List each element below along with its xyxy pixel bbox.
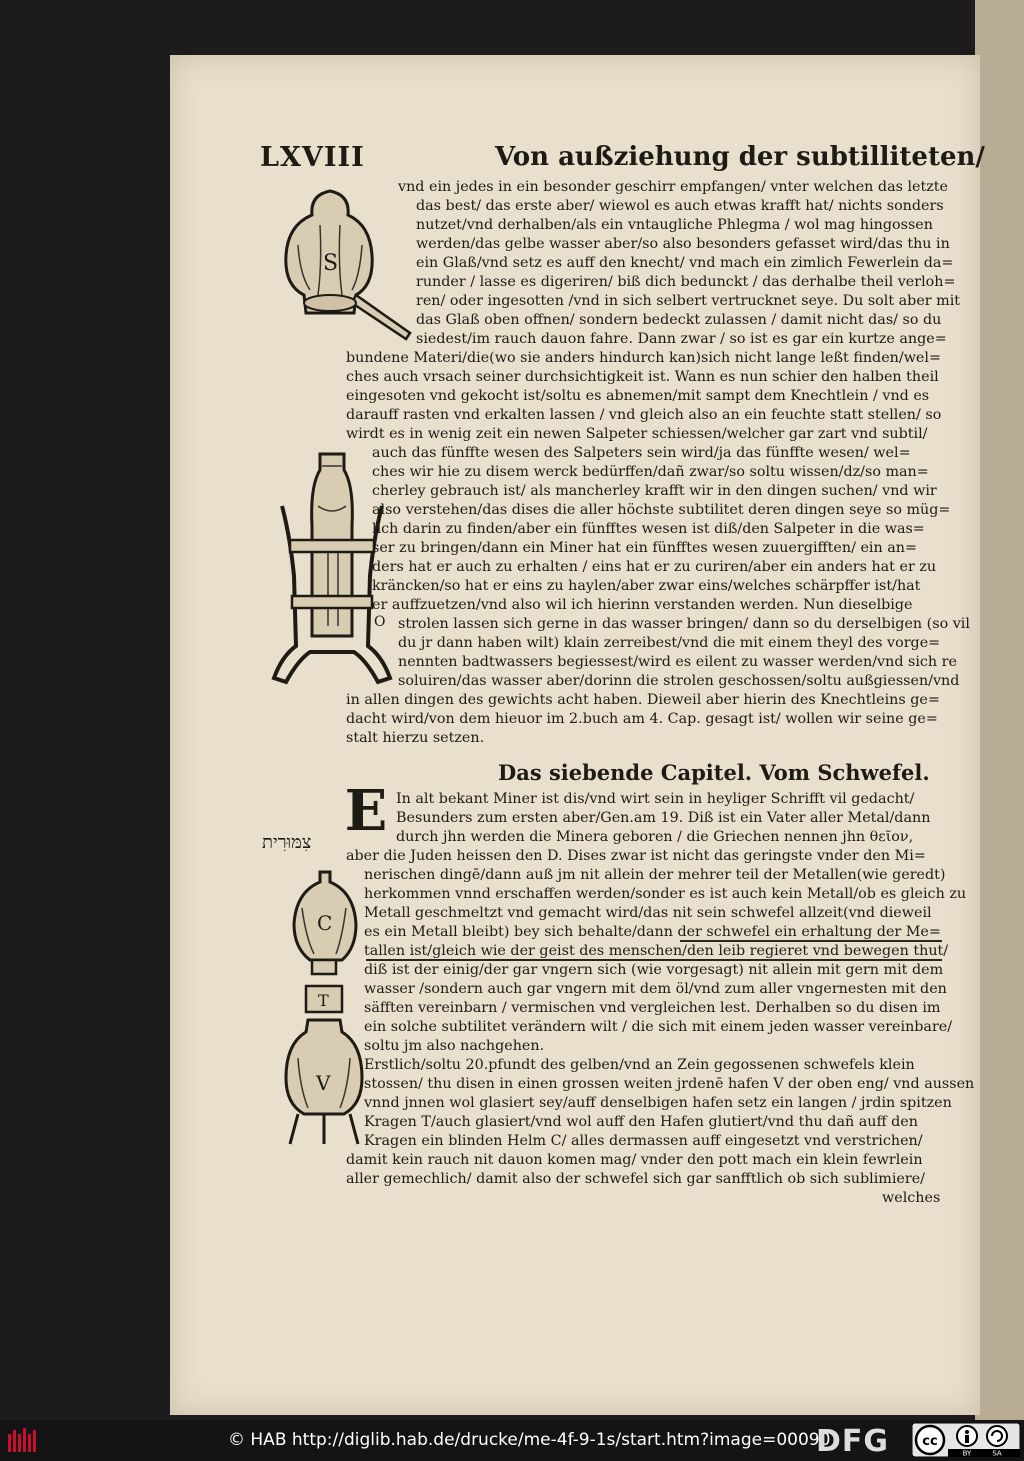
hab-logo-icon [6, 1426, 40, 1456]
text-line: aber die Juden heissen den D. Dises zwar ist nicht das geringste vnder den Mi= [346, 848, 926, 864]
text-line: darauff rasten vnd erkalten lassen / vnd gleich also an ein feuchte statt stellen/ so [346, 407, 942, 423]
text-line: strolen lassen sich gerne in das wasser bringen/ dann so du derselbigen (so vil [398, 616, 970, 632]
text-line: stalt hierzu setzen. [346, 730, 485, 746]
text-line: ren/ oder ingesotten /vnd in sich selbert vertrucknet seye. Du solt aber mit [416, 293, 961, 309]
text-line: tallen ist/gleich wie der geist des menschen/den leib regieret vnd bewegen thut/ [364, 943, 949, 959]
text-line: vnd ein jedes in ein besonder geschirr empfangen/ vnter welchen das letzte [398, 179, 948, 195]
text-line: lich darin zu finden/aber ein fünfftes wesen ist diß/den Salpeter in die was= [372, 521, 925, 537]
vessel-label: V [316, 1071, 331, 1095]
cc-label: cc [922, 1434, 938, 1449]
handwritten-underline [680, 940, 942, 942]
text-line: er auffzuetzen/vnd also wil ich hierinn verstanden werden. Nun dieselbige [372, 597, 913, 613]
alembic-label: S [323, 251, 339, 276]
text-line: cherley gebrauch ist/ als mancherley krafft wir in den dingen suchen/ vnd wir [372, 483, 937, 499]
text-line: wirdt es in wenig zeit ein newen Salpeter schiessen/welcher gar zart vnd subtil/ [346, 426, 928, 442]
chapter-heading: Das siebende Capitel. Vom Schwefel. [498, 760, 930, 785]
text-line: aller gemechlich/ damit also der schwefel sich gar sanfftlich ob sich sublimiere/ [346, 1171, 925, 1187]
cc-by-sa-license-icon[interactable] [912, 1423, 1020, 1457]
handwritten-underline [366, 959, 942, 961]
text-line: säfften vereinbarn / vermischen vnd vergleichen lest. Derhalben so du disen im [364, 1000, 941, 1016]
scan-edge-band [975, 0, 1024, 1420]
text-line: Kragen ein blinden Helm C/ alles dermassen auff eingesetzt vnd verstrichen/ [364, 1133, 923, 1149]
text-line: auch das fünffte wesen des Salpeters sein wird/ja das fünffte wesen/ wel= [372, 445, 911, 461]
hebrew-marginal-note: צִמּוּרִית [262, 832, 312, 853]
text-line: kräncken/so hat er eins zu haylen/aber zwar eins/welches schärpffer ist/hat [372, 578, 921, 594]
text-line: eingesoten vnd gekocht ist/soltu es abnemen/mit sampt dem Knechtlein / vnd es [346, 388, 930, 404]
text-line: ein solche subtilitet verändern wilt / die sich mit einem jeden wasser vereinbare/ [364, 1019, 953, 1035]
running-head: Von außziehung der subtilliteten/ [495, 142, 985, 172]
text-line: das best/ das erste aber/ wiewol es auch etwas krafft hat/ nichts sonders [416, 198, 944, 214]
text-line: Metall geschmeltzt vnd gemacht wird/das nit sein schwefel allzeit(vnd dieweil [364, 905, 932, 921]
text-line: wasser /sondern auch gar vngern mit dem öl/vnd zum aller vngernesten mit den [364, 981, 947, 997]
text-line: stossen/ thu disen in einen grossen weiten jrdenē hafen V der oben eng/ vnd aussen [364, 1076, 975, 1092]
dfg-logo: DFG [816, 1424, 890, 1459]
decorated-initial: E [344, 778, 388, 844]
text-line: Kragen T/auch glasiert/vnd wol auff den Hafen glutiert/vnd thu dañ auff den [364, 1114, 918, 1130]
text-line: nutzet/vnd derhalben/als ein vntaugliche Phlegma / wol mag hingossen [416, 217, 933, 233]
text-line: ches wir hie zu disem werck bedürffen/dañ zwar/so soltu wissen/dz/so man= [372, 464, 929, 480]
text-line: siedest/im rauch dauon fahre. Dann zwar / so ist es gar ein kurtze ange= [416, 331, 947, 347]
collar-label: T [318, 991, 329, 1010]
text-line: runder / lasse es digeriren/ biß dich bedunckt / das derhalbe theil verloh= [416, 274, 956, 290]
text-line: ser zu bringen/dann ein Miner hat ein fünfftes wesen zuuergifften/ ein an= [372, 540, 917, 556]
text-line: soluiren/das wasser aber/dorinn die strolen geschossen/soltu außgiessen/vnd [398, 673, 960, 689]
text-line: nerischen dingē/dann auß jm nit allein der mehrer teil der Metallen(wie geredt) [364, 867, 946, 883]
text-line: Besunders zum ersten aber/Gen.am 19. Diß ist ein Vater aller Metal/dann [396, 810, 931, 826]
text-line: bundene Materi/die(wo sie anders hindurch kan)sich nicht lange leßt finden/wel= [346, 350, 941, 366]
copyright-link[interactable]: © HAB http://diglib.hab.de/drucke/me-4f-9-1s/start.htm?image=00090 [228, 1430, 831, 1450]
sa-label: SA [992, 1449, 1002, 1457]
text-line: herkommen vnnd erschaffen werden/sonder es ist auch kein Metall/ob es gleich zu [364, 886, 967, 902]
text-line: ders hat er auch zu erhalten / eins hat er zu curiren/aber ein anders hat er zu [372, 559, 937, 575]
folio-number: LXVIII [260, 142, 365, 173]
text-line: also verstehen/das dises die aller höchste subtilitet deren dingen seye so müg= [372, 502, 951, 518]
text-line: ches auch vrsach seiner durchsichtigkeit ist. Wann es nun schier den halben theil [346, 369, 939, 385]
text-line: dacht wird/von dem hieuor im 2.buch am 4. Cap. gesagt ist/ wollen wir seine ge= [346, 711, 938, 727]
helm-label: C [317, 911, 333, 935]
text-line: du jr dann haben wilt) klain zerreibest/vnd die mit einem theyl des vorge= [398, 635, 941, 651]
sublimation-apparatus-woodcut [284, 868, 364, 1148]
by-label: BY [962, 1449, 972, 1457]
text-line: durch jhn werden die Minera geboren / die Griechen nennen jhn θεῖον, [396, 829, 914, 845]
text-line: das Glaß oben offnen/ sondern bedeckt zulassen / damit nicht das/ so du [416, 312, 942, 328]
text-line: es ein Metall bleibt) bey sich behalte/dann der schwefel ein erhaltung der Me= [364, 924, 941, 940]
text-line: damit kein rauch nit dauon komen mag/ vnder den pott mach ein klein fewrlein [346, 1152, 923, 1168]
text-line: diß ist der einig/der gar vngern sich (wie vorgesagt) nit allein mit gern mit dem [364, 962, 944, 978]
text-line: in allen dingen des gewichts acht haben. Dieweil aber hierin des Knechtleins ge= [346, 692, 940, 708]
text-line: In alt bekant Miner ist dis/vnd wirt sein in heyliger Schrifft vil gedacht/ [396, 791, 915, 807]
text-line: Erstlich/soltu 20.pfundt des gelben/vnd an Zein gegossenen schwefels klein [364, 1057, 915, 1073]
text-line: werden/das gelbe wasser aber/so also besonders gefasset wird/das thu in [416, 236, 950, 252]
text-line: welches [882, 1190, 941, 1206]
alembic-woodcut [270, 185, 420, 345]
text-line: soltu jm also nachgehen. [364, 1038, 545, 1054]
text-line: nennten badtwassers begiessest/wird es eilent zu wasser werden/vnd sich re [398, 654, 957, 670]
text-line: ein Glaß/vnd setz es auff den knecht/ vnd mach ein zimlich Fewerlein da= [416, 255, 954, 271]
stand-mark: O [374, 614, 386, 630]
text-line: vnnd jnnen wol glasiert sey/auff denselbigen hafen setz ein langen / jrdin spitzen [364, 1095, 952, 1111]
